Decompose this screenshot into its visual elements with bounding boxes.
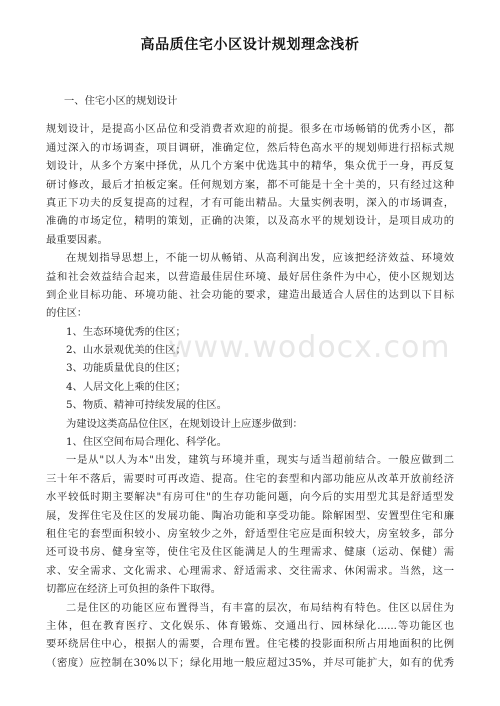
text-line: （密度）应控制在30%以下；绿化用地一般应超过35%，并尽可能扩大，如有的优秀 <box>46 656 454 669</box>
text-line: 三十年不落后，需要时可再改造、提高。住宅的套型和内部功能应从改革开放前经济 <box>46 472 454 485</box>
text-line: 展，发挥住宅及住区的发展功能、陶冶功能和享受功能。除解困型、安置型住宅和廉 <box>46 509 454 522</box>
paragraph-lines <box>46 120 454 672</box>
text-line: 5、物质、精神可持续发展的住区。 <box>66 399 228 412</box>
text-line: 通过深入的市场调查，项目调研，准确定位，然后特色高水平的规划师进行招标式规 <box>46 141 454 154</box>
text-line: 真正下功夫的反复提高的过程，才有可能出精品。大量实例表明，深入的市场调查， <box>46 196 454 209</box>
text-line: 规划设计，是提高小区品位和受消费者欢迎的前提。很多在市场畅销的优秀小区，都 <box>46 123 454 136</box>
text-line: 水平较低时期主要解决"有房可住"的生存功能问题，向今后的实用型尤其是舒适型发 <box>46 491 454 504</box>
text-line: 1、住区空间布局合理化、科学化。 <box>66 436 228 449</box>
text-line: 主体，但在教育医疗、文化娱乐、体育锻炼、交通出行、园林绿化......等功能区也 <box>46 619 454 632</box>
text-line: 为建设这类高品位住区，在规划设计上应逐步做到： <box>66 417 303 430</box>
text-line: 要环绕居住中心，根据人的需要，合理布置。住宅楼的投影面积所占用地面积的比例 <box>46 638 454 651</box>
watermark-text: www.wodocx.com <box>168 330 451 365</box>
text-line: 1、生态环境优秀的住区； <box>66 325 186 338</box>
text-line: 准确的市场定位，精明的策划，正确的决策，以及高水平的规划设计，是项目成功的 <box>46 215 454 228</box>
text-line: 益和社会效益结合起来，以营造最佳居住环境、最好居住条件为中心，使小区规划达 <box>46 270 454 283</box>
text-line: 租住宅的套型面积较小、房室较少之外，舒适型住宅应是面积较大，房室较多，部分 <box>46 527 454 540</box>
text-line: 最重要因素。 <box>46 233 108 246</box>
text-line: 划设计，从多个方案中择优，从几个方案中优选其中的精华，集众优于一身，再反复 <box>46 160 454 173</box>
document-body <box>46 92 454 672</box>
text-line: 求、安全需求、文化需求、心理需求、舒适需求、交往需求、休闲需求。当然，这一 <box>46 564 454 577</box>
text-line: 二是住区的功能区应布置得当，有丰富的层次，布局结构有特色。住区以居住为 <box>66 601 454 614</box>
document-title: 高品质住宅小区设计规划理念浅析 <box>140 37 360 53</box>
text-line: 3、功能质量优良的住区； <box>66 362 186 375</box>
text-line: 的住区： <box>46 307 88 320</box>
text-line: 切都应在经济上可负担的条件下取得。 <box>46 583 222 596</box>
text-line: 一是从"以人为本"出发，建筑与环境并重，现实与适当超前结合。一般应做到二 <box>66 454 454 467</box>
text-line: 4、人居文化上乘的住区； <box>66 380 186 393</box>
text-line: 还可设书房、健身室等，使住宅及住区能满足人的生理需求、健康（运动、保健）需 <box>46 546 454 559</box>
text-line: 在规划指导思想上，不能一切从畅销、从高利润出发，应该把经济效益、环境效 <box>66 252 454 265</box>
text-line: 研讨修改，最后才拍板定案。任何规划方案，都不可能是十全十美的，只有经过这种 <box>46 178 454 191</box>
text-line: 到企业目标功能、环境功能、社会功能的要求，建造出最适合人居住的达到以下目标 <box>46 288 454 301</box>
text-line: 2、山水景观优美的住区； <box>66 344 186 357</box>
section-heading: 一、住宅小区的规划设计 <box>64 95 178 107</box>
